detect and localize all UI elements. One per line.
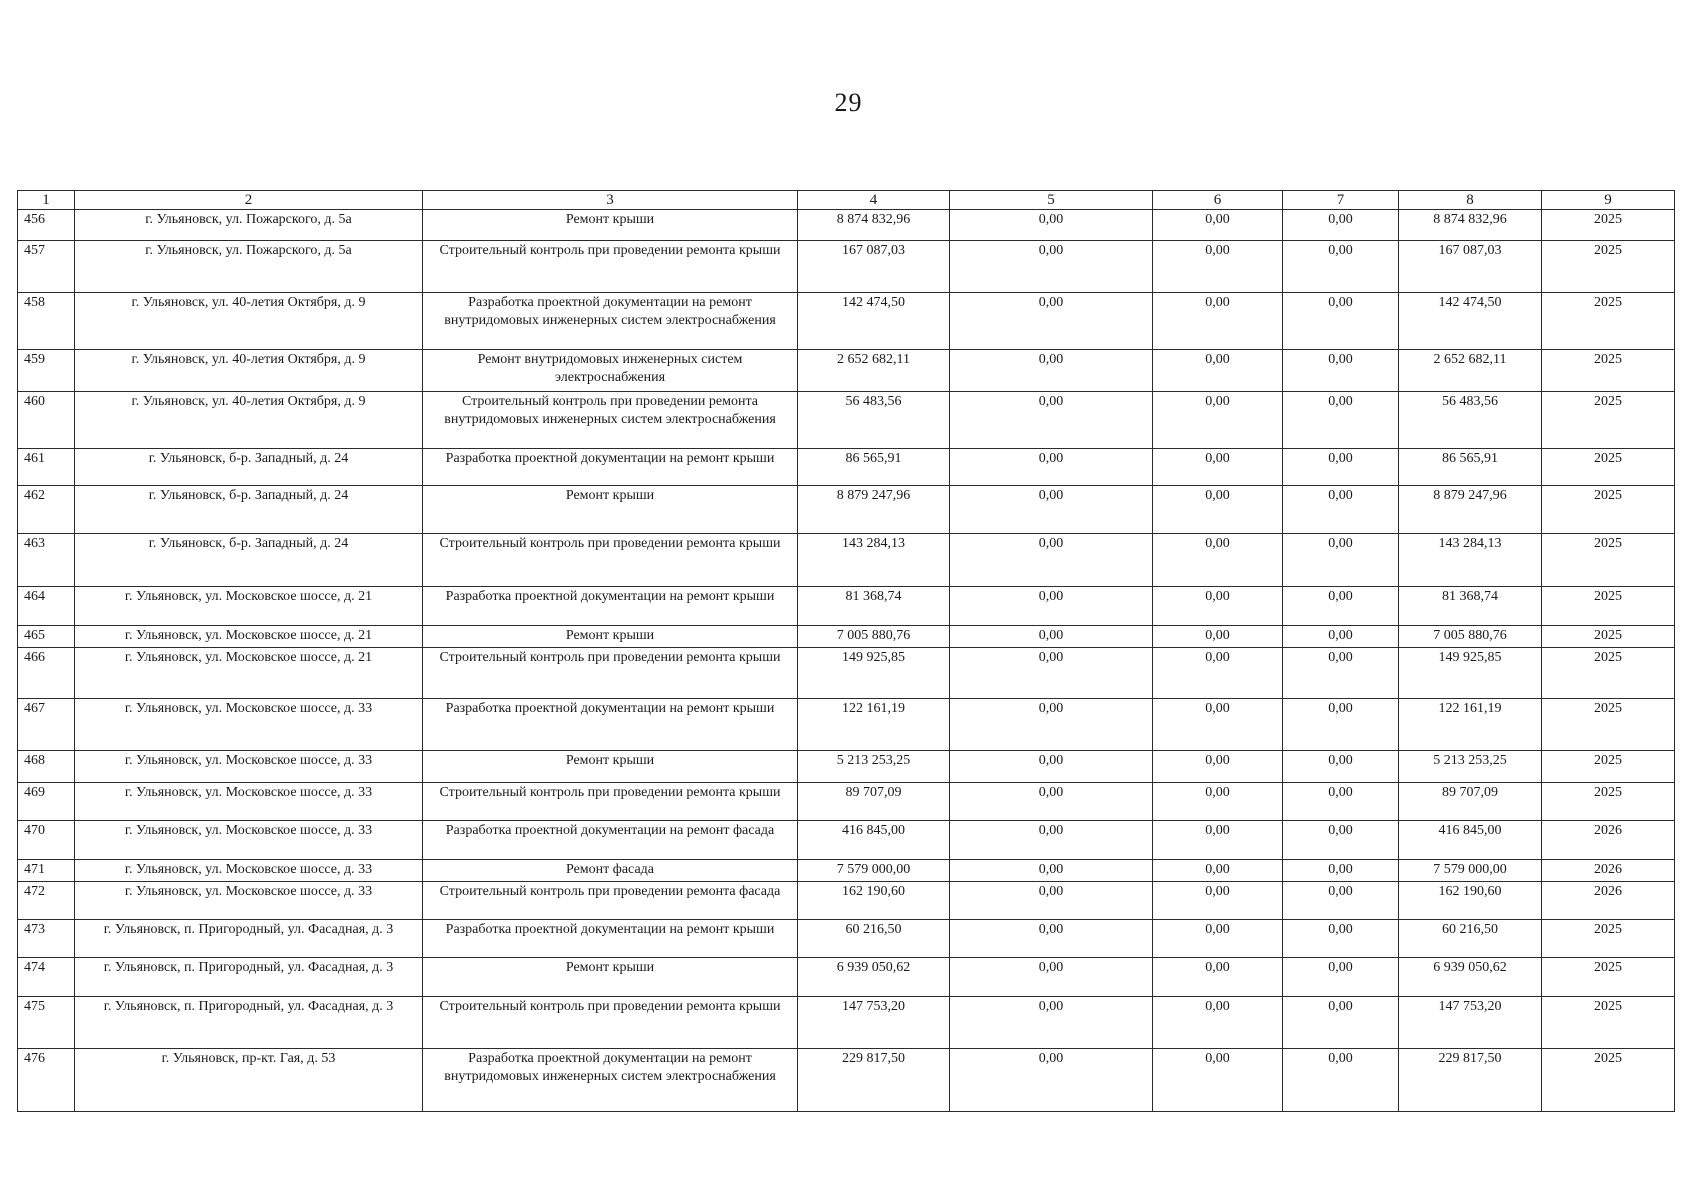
- row-amount-col8: 86 565,91: [1399, 448, 1542, 485]
- row-number: 460: [18, 391, 75, 448]
- row-number: 475: [18, 996, 75, 1049]
- row-amount-col5: 0,00: [950, 698, 1153, 751]
- row-amount-col6: 0,00: [1153, 210, 1283, 241]
- row-amount-col6: 0,00: [1153, 751, 1283, 783]
- row-amount-col6: 0,00: [1153, 534, 1283, 587]
- row-address: г. Ульяновск, ул. 40-летия Октября, д. 9: [75, 350, 423, 392]
- row-address: г. Ульяновск, ул. Московское шоссе, д. 33: [75, 881, 423, 919]
- row-address: г. Ульяновск, пр-кт. Гая, д. 53: [75, 1049, 423, 1112]
- row-work-type: Строительный контроль при проведении ремонта фасада: [423, 881, 798, 919]
- column-header: 8: [1399, 191, 1542, 210]
- row-amount-col5: 0,00: [950, 240, 1153, 293]
- row-amount-col7: 0,00: [1283, 698, 1399, 751]
- row-number: 458: [18, 293, 75, 350]
- table-row: [18, 240, 1675, 293]
- row-amount-col8: 143 284,13: [1399, 534, 1542, 587]
- row-amount-col6: 0,00: [1153, 448, 1283, 485]
- table-row: [18, 648, 1675, 698]
- row-amount-col4: 142 474,50: [798, 293, 950, 350]
- row-year: 2025: [1542, 1049, 1675, 1112]
- row-amount-col6: 0,00: [1153, 1049, 1283, 1112]
- row-year: 2025: [1542, 210, 1675, 241]
- row-number: 472: [18, 881, 75, 919]
- row-amount-col6: 0,00: [1153, 391, 1283, 448]
- row-number: 470: [18, 821, 75, 859]
- table-row: [18, 486, 1675, 534]
- row-year: 2025: [1542, 648, 1675, 698]
- row-amount-col5: 0,00: [950, 920, 1153, 958]
- row-amount-col4: 6 939 050,62: [798, 958, 950, 996]
- row-amount-col7: 0,00: [1283, 648, 1399, 698]
- row-amount-col8: 8 874 832,96: [1399, 210, 1542, 241]
- row-year: 2025: [1542, 240, 1675, 293]
- row-work-type: Строительный контроль при проведении ремонта крыши: [423, 783, 798, 821]
- column-header: 7: [1283, 191, 1399, 210]
- row-amount-col5: 0,00: [950, 648, 1153, 698]
- row-amount-col5: 0,00: [950, 958, 1153, 996]
- table-row: [18, 698, 1675, 751]
- row-amount-col7: 0,00: [1283, 859, 1399, 881]
- row-amount-col7: 0,00: [1283, 783, 1399, 821]
- row-amount-col7: 0,00: [1283, 534, 1399, 587]
- row-address: г. Ульяновск, п. Пригородный, ул. Фасадная, д. 3: [75, 920, 423, 958]
- row-amount-col4: 5 213 253,25: [798, 751, 950, 783]
- row-year: 2025: [1542, 586, 1675, 625]
- row-number: 468: [18, 751, 75, 783]
- table-row: [18, 859, 1675, 881]
- row-amount-col7: 0,00: [1283, 996, 1399, 1049]
- row-work-type: Ремонт крыши: [423, 751, 798, 783]
- row-address: г. Ульяновск, ул. 40-летия Октября, д. 9: [75, 293, 423, 350]
- row-number: 466: [18, 648, 75, 698]
- row-amount-col6: 0,00: [1153, 486, 1283, 534]
- row-amount-col6: 0,00: [1153, 821, 1283, 859]
- row-amount-col8: 8 879 247,96: [1399, 486, 1542, 534]
- works-table-wrapper: [17, 190, 1674, 1112]
- row-address: г. Ульяновск, п. Пригородный, ул. Фасадная, д. 3: [75, 958, 423, 996]
- row-amount-col5: 0,00: [950, 391, 1153, 448]
- row-work-type: Ремонт крыши: [423, 486, 798, 534]
- row-number: 457: [18, 240, 75, 293]
- row-work-type: Разработка проектной документации на ремонт крыши: [423, 698, 798, 751]
- row-amount-col8: 89 707,09: [1399, 783, 1542, 821]
- row-address: г. Ульяновск, б-р. Западный, д. 24: [75, 534, 423, 587]
- column-header: 1: [18, 191, 75, 210]
- row-amount-col4: 143 284,13: [798, 534, 950, 587]
- row-amount-col6: 0,00: [1153, 586, 1283, 625]
- row-amount-col4: 56 483,56: [798, 391, 950, 448]
- row-amount-col6: 0,00: [1153, 626, 1283, 648]
- row-amount-col5: 0,00: [950, 1049, 1153, 1112]
- row-number: 456: [18, 210, 75, 241]
- row-year: 2026: [1542, 881, 1675, 919]
- table-row: [18, 626, 1675, 648]
- table-body: [18, 210, 1675, 1112]
- row-amount-col5: 0,00: [950, 751, 1153, 783]
- table-row: [18, 293, 1675, 350]
- column-header: 6: [1153, 191, 1283, 210]
- row-number: 459: [18, 350, 75, 392]
- row-amount-col6: 0,00: [1153, 648, 1283, 698]
- row-amount-col5: 0,00: [950, 350, 1153, 392]
- row-year: 2025: [1542, 391, 1675, 448]
- row-address: г. Ульяновск, п. Пригородный, ул. Фасадная, д. 3: [75, 996, 423, 1049]
- table-row: [18, 1049, 1675, 1112]
- table-row: [18, 920, 1675, 958]
- row-amount-col7: 0,00: [1283, 210, 1399, 241]
- row-amount-col7: 0,00: [1283, 586, 1399, 625]
- row-year: 2025: [1542, 626, 1675, 648]
- table-row: [18, 751, 1675, 783]
- row-amount-col5: 0,00: [950, 586, 1153, 625]
- row-year: 2025: [1542, 996, 1675, 1049]
- row-year: 2025: [1542, 698, 1675, 751]
- page-number: 29: [834, 88, 863, 117]
- table-row: [18, 821, 1675, 859]
- row-amount-col6: 0,00: [1153, 996, 1283, 1049]
- row-amount-col6: 0,00: [1153, 293, 1283, 350]
- row-number: 462: [18, 486, 75, 534]
- row-amount-col4: 60 216,50: [798, 920, 950, 958]
- row-year: 2025: [1542, 920, 1675, 958]
- row-amount-col7: 0,00: [1283, 920, 1399, 958]
- row-amount-col7: 0,00: [1283, 350, 1399, 392]
- row-address: г. Ульяновск, ул. Московское шоссе, д. 33: [75, 859, 423, 881]
- table-row: [18, 996, 1675, 1049]
- row-year: 2025: [1542, 486, 1675, 534]
- row-work-type: Ремонт крыши: [423, 626, 798, 648]
- row-work-type: Строительный контроль при проведении ремонта крыши: [423, 240, 798, 293]
- row-number: 469: [18, 783, 75, 821]
- row-work-type: Строительный контроль при проведении ремонта крыши: [423, 996, 798, 1049]
- row-work-type: Строительный контроль при проведении ремонта внутридомовых инженерных систем электроснабжения: [423, 391, 798, 448]
- row-amount-col4: 122 161,19: [798, 698, 950, 751]
- works-table: [17, 190, 1675, 1112]
- row-address: г. Ульяновск, ул. Московское шоссе, д. 33: [75, 698, 423, 751]
- row-amount-col6: 0,00: [1153, 240, 1283, 293]
- row-amount-col8: 416 845,00: [1399, 821, 1542, 859]
- table-row: [18, 534, 1675, 587]
- row-amount-col7: 0,00: [1283, 391, 1399, 448]
- row-amount-col7: 0,00: [1283, 626, 1399, 648]
- row-amount-col8: 229 817,50: [1399, 1049, 1542, 1112]
- row-amount-col8: 5 213 253,25: [1399, 751, 1542, 783]
- row-address: г. Ульяновск, ул. Московское шоссе, д. 33: [75, 751, 423, 783]
- row-amount-col5: 0,00: [950, 821, 1153, 859]
- row-number: 463: [18, 534, 75, 587]
- row-amount-col6: 0,00: [1153, 881, 1283, 919]
- row-amount-col6: 0,00: [1153, 920, 1283, 958]
- row-amount-col4: 229 817,50: [798, 1049, 950, 1112]
- row-work-type: Строительный контроль при проведении ремонта крыши: [423, 534, 798, 587]
- row-work-type: Разработка проектной документации на ремонт фасада: [423, 821, 798, 859]
- row-amount-col4: 8 879 247,96: [798, 486, 950, 534]
- row-amount-col4: 7 005 880,76: [798, 626, 950, 648]
- row-amount-col5: 0,00: [950, 783, 1153, 821]
- row-amount-col8: 167 087,03: [1399, 240, 1542, 293]
- row-amount-col4: 149 925,85: [798, 648, 950, 698]
- row-work-type: Ремонт крыши: [423, 958, 798, 996]
- row-amount-col5: 0,00: [950, 881, 1153, 919]
- row-amount-col7: 0,00: [1283, 486, 1399, 534]
- row-address: г. Ульяновск, ул. Московское шоссе, д. 33: [75, 783, 423, 821]
- row-work-type: Разработка проектной документации на ремонт крыши: [423, 448, 798, 485]
- row-amount-col6: 0,00: [1153, 859, 1283, 881]
- row-work-type: Ремонт фасада: [423, 859, 798, 881]
- row-number: 461: [18, 448, 75, 485]
- row-year: 2025: [1542, 293, 1675, 350]
- row-amount-col5: 0,00: [950, 210, 1153, 241]
- table-row: [18, 350, 1675, 392]
- row-amount-col7: 0,00: [1283, 751, 1399, 783]
- row-amount-col8: 7 579 000,00: [1399, 859, 1542, 881]
- row-amount-col4: 167 087,03: [798, 240, 950, 293]
- row-address: г. Ульяновск, ул. Московское шоссе, д. 21: [75, 648, 423, 698]
- row-amount-col4: 7 579 000,00: [798, 859, 950, 881]
- row-amount-col4: 86 565,91: [798, 448, 950, 485]
- row-year: 2025: [1542, 751, 1675, 783]
- row-amount-col4: 416 845,00: [798, 821, 950, 859]
- row-amount-col4: 89 707,09: [798, 783, 950, 821]
- table-row: [18, 783, 1675, 821]
- row-year: 2025: [1542, 783, 1675, 821]
- row-amount-col7: 0,00: [1283, 881, 1399, 919]
- column-header: 4: [798, 191, 950, 210]
- row-number: 465: [18, 626, 75, 648]
- row-amount-col8: 81 368,74: [1399, 586, 1542, 625]
- row-year: 2025: [1542, 958, 1675, 996]
- row-amount-col4: 2 652 682,11: [798, 350, 950, 392]
- row-amount-col8: 56 483,56: [1399, 391, 1542, 448]
- column-header: 5: [950, 191, 1153, 210]
- row-work-type: Разработка проектной документации на ремонт внутридомовых инженерных систем электроснабжения: [423, 1049, 798, 1112]
- row-amount-col7: 0,00: [1283, 958, 1399, 996]
- row-work-type: Разработка проектной документации на ремонт внутридомовых инженерных систем электроснабжения: [423, 293, 798, 350]
- column-header: 3: [423, 191, 798, 210]
- row-work-type: Ремонт внутридомовых инженерных систем электроснабжения: [423, 350, 798, 392]
- row-amount-col8: 60 216,50: [1399, 920, 1542, 958]
- row-amount-col8: 147 753,20: [1399, 996, 1542, 1049]
- row-address: г. Ульяновск, ул. Московское шоссе, д. 33: [75, 821, 423, 859]
- row-amount-col7: 0,00: [1283, 821, 1399, 859]
- column-number-row: [18, 191, 1675, 210]
- row-address: г. Ульяновск, ул. Пожарского, д. 5а: [75, 210, 423, 241]
- row-amount-col6: 0,00: [1153, 350, 1283, 392]
- table-header: [18, 191, 1675, 210]
- row-amount-col4: 147 753,20: [798, 996, 950, 1049]
- row-amount-col7: 0,00: [1283, 240, 1399, 293]
- row-year: 2026: [1542, 821, 1675, 859]
- row-address: г. Ульяновск, ул. 40-летия Октября, д. 9: [75, 391, 423, 448]
- row-number: 471: [18, 859, 75, 881]
- row-amount-col7: 0,00: [1283, 293, 1399, 350]
- row-amount-col5: 0,00: [950, 859, 1153, 881]
- table-row: [18, 586, 1675, 625]
- row-number: 464: [18, 586, 75, 625]
- column-header: 9: [1542, 191, 1675, 210]
- table-row: [18, 448, 1675, 485]
- table-row: [18, 210, 1675, 241]
- row-amount-col5: 0,00: [950, 534, 1153, 587]
- row-amount-col5: 0,00: [950, 293, 1153, 350]
- row-amount-col8: 122 161,19: [1399, 698, 1542, 751]
- row-address: г. Ульяновск, б-р. Западный, д. 24: [75, 486, 423, 534]
- row-amount-col4: 162 190,60: [798, 881, 950, 919]
- row-address: г. Ульяновск, ул. Пожарского, д. 5а: [75, 240, 423, 293]
- row-address: г. Ульяновск, б-р. Западный, д. 24: [75, 448, 423, 485]
- row-amount-col5: 0,00: [950, 486, 1153, 534]
- row-amount-col8: 142 474,50: [1399, 293, 1542, 350]
- row-year: 2025: [1542, 350, 1675, 392]
- row-number: 473: [18, 920, 75, 958]
- row-number: 476: [18, 1049, 75, 1112]
- row-amount-col5: 0,00: [950, 996, 1153, 1049]
- row-amount-col8: 6 939 050,62: [1399, 958, 1542, 996]
- row-amount-col8: 162 190,60: [1399, 881, 1542, 919]
- row-address: г. Ульяновск, ул. Московское шоссе, д. 21: [75, 586, 423, 625]
- row-work-type: Разработка проектной документации на ремонт крыши: [423, 586, 798, 625]
- row-number: 474: [18, 958, 75, 996]
- row-year: 2025: [1542, 448, 1675, 485]
- row-address: г. Ульяновск, ул. Московское шоссе, д. 21: [75, 626, 423, 648]
- row-amount-col8: 2 652 682,11: [1399, 350, 1542, 392]
- row-amount-col5: 0,00: [950, 448, 1153, 485]
- table-row: [18, 881, 1675, 919]
- row-amount-col8: 7 005 880,76: [1399, 626, 1542, 648]
- row-amount-col6: 0,00: [1153, 783, 1283, 821]
- table-row: [18, 958, 1675, 996]
- row-amount-col4: 8 874 832,96: [798, 210, 950, 241]
- row-amount-col6: 0,00: [1153, 698, 1283, 751]
- row-work-type: Строительный контроль при проведении ремонта крыши: [423, 648, 798, 698]
- table-row: [18, 391, 1675, 448]
- row-amount-col7: 0,00: [1283, 1049, 1399, 1112]
- row-amount-col4: 81 368,74: [798, 586, 950, 625]
- row-amount-col5: 0,00: [950, 626, 1153, 648]
- row-year: 2026: [1542, 859, 1675, 881]
- row-amount-col7: 0,00: [1283, 448, 1399, 485]
- row-amount-col6: 0,00: [1153, 958, 1283, 996]
- row-work-type: Ремонт крыши: [423, 210, 798, 241]
- row-amount-col8: 149 925,85: [1399, 648, 1542, 698]
- row-number: 467: [18, 698, 75, 751]
- row-year: 2025: [1542, 534, 1675, 587]
- row-work-type: Разработка проектной документации на ремонт крыши: [423, 920, 798, 958]
- column-header: 2: [75, 191, 423, 210]
